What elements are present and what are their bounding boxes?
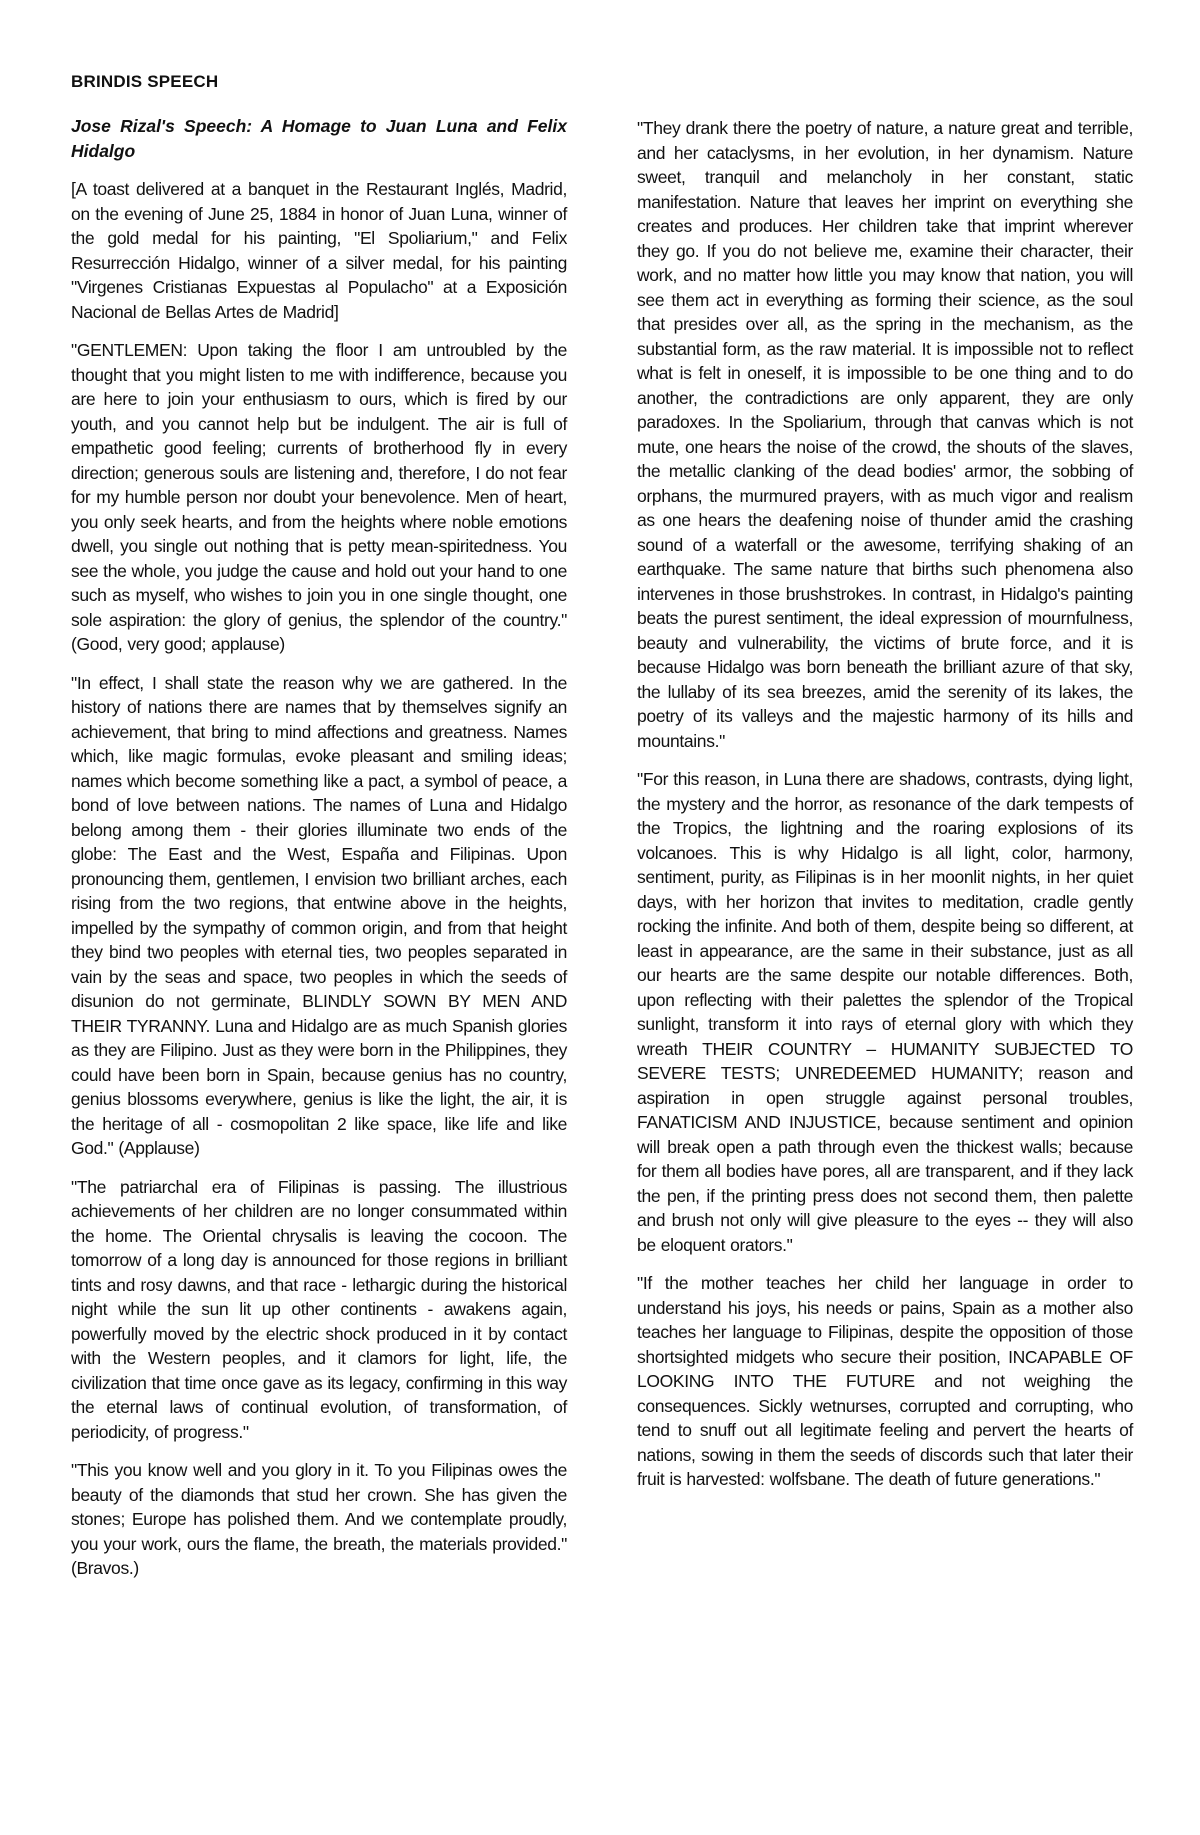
speech-paragraph: "In effect, I shall state the reason why we are gathered. In the history of nations there are names that by themselves signify an achievement, that bring to mind affections and greatness. Names which, like magic formulas, evoke pleasant and smiling ideas; names which become something like a pact, a symbol of peace, a bond of love between nations. The names of Luna and Hidalgo belong among them - their glories illuminate two ends of the globe: The East and the West, España and Filipinas. Upon pronouncing them, gentlemen, I envision two brilliant arches, each rising from the two regions, that entwine above in the heights, impelled by the sympathy of common origin, and from that height they bind two peoples with eternal ties, two peoples separated in vain by the seas and space, two peoples in which the seeds of disunion do not germinate, BLINDLY SOWN BY MEN AND THEIR TYRANNY. Luna and Hidalgo are as much Spanish glories as they are Filipino. Just as they were born in the Philippines, they could have been born in Spain, because genius has no country, genius blossoms everywhere, genius is like the light, the air, it is the heritage of all - cosmopolitan 2 like space, like life and like God." (Applause) [71,672,567,1158]
speech-paragraph: "They drank there the poetry of nature, a nature great and terrible, and her cataclysms, in her evolution, in her dynamism. Nature sweet, tranquil and melancholy in her constant, static manifestation. Nature that leaves her imprint on everything she creates and produces. Her children take that imprint wherever they go. If you do not believe me, examine their character, their work, and no matter how little you may know that nation, you will see them act in everything as forming their science, as the soul that presides over all, as the spring in the mechanism, as the substantial form, as the raw material. It is impossible not to reflect what is felt in oneself, it is impossible to be one thing and to do another, the contradictions are only apparent, they are only paradoxes. In the Spoliarium, through that canvas which is not mute, one hears the noise of the crowd, the shouts of the slaves, the metallic clanking of the dead bodies' armor, the sobbing of orphans, the murmured prayers, with as much vigor and realism as one hears the deafening noise of thunder amid the crashing sound of a waterfall or the awesome, terrifying shaking of an earthquake. The same nature that births such phenomena also intervenes in those brushstrokes. In contrast, in Hidalgo's painting beats the purest sentiment, the ideal expression of mournfulness, beauty and vulnerability, the victims of brute force, and it is because Hidalgo was born beneath the brilliant azure of that sky, the lullaby of its sea breezes, amid the serenity of its lakes, the poetry of its valleys and the majestic harmony of its hills and mountains." [637,118,1133,751]
left-column [71,72,567,1595]
speech-paragraph: "The patriarchal era of Filipinas is passing. The illustrious achievements of her children are no longer consummated within the home. The Oriental chrysalis is leaving the cocoon. The tomorrow of a long day is announced for those regions in brilliant tints and rosy dawns, and that race - lethargic during the historical night while the sun lit up other continents - awakens again, powerfully moved by the electric shock produced in it by contact with the Western peoples, and it clamors for light, life, the civilization that time once gave as its legacy, confirming in this way the eternal laws of continual evolution, of transformation, of periodicity, of progress." [71,1176,567,1442]
document-subtitle: Jose Rizal's Speech: A Homage to Juan Luna and Felix Hidalgo [71,116,567,161]
intro-paragraph: [A toast delivered at a banquet in the Restaurant Inglés, Madrid, on the evening of June 25, 1884 in honor of Juan Luna, winner of the gold medal for his painting, "El Spoliarium," and Felix Resurrección Hidalgo, winner of a silver medal, for his painting "Virgenes Cristianas Expuestas al Populacho" at a Exposición Nacional de Bellas Artes de Madrid] [71,179,567,322]
right-column [637,116,1133,1506]
speech-paragraph: "This you know well and you glory in it. To you Filipinas owes the beauty of the diamonds that stud her crown. She has given the stones; Europe has polished them. And we contemplate proudly, you your work, ours the flame, the breath, the materials provided." (Bravos.) [71,1460,567,1578]
speech-paragraph: "GENTLEMEN: Upon taking the floor I am untroubled by the thought that you might listen to me with indifference, because you are here to join your enthusiasm to ours, which is fired by our youth, and you cannot help but be indulgent. The air is full of empathetic good feeling; currents of brotherhood fly in every direction; generous souls are listening and, therefore, I do not fear for my humble person nor doubt your benevolence. Men of heart, you only seek hearts, and from the heights where noble emotions dwell, you single out nothing that is petty mean-spiritedness. You see the whole, you judge the cause and hold out your hand to one such as myself, who wishes to join you in one single thought, one sole aspiration: the glory of genius, the splendor of the country." (Good, very good; applause) [71,340,567,654]
speech-paragraph: "For this reason, in Luna there are shadows, contrasts, dying light, the mystery and the horror, as resonance of the dark tempests of the Tropics, the lightning and the roaring explosions of its volcanoes. This is why Hidalgo is all light, color, harmony, sentiment, purity, as Filipinas is in her moonlit nights, in her quiet days, with her horizon that invites to meditation, cradle gently rocking the infinite. And both of them, despite being so different, at least in appearance, are the same in their substance, just as all our hearts are the same despite our notable differences. Both, upon reflecting with their palettes the splendor of the Tropical sunlight, transform it into rays of eternal glory with which they wreath THEIR COUNTRY – HUMANITY SUBJECTED TO SEVERE TESTS; UNREDEEMED HUMANITY; reason and aspiration in open struggle against personal troubles, FANATICISM AND INJUSTICE, because sentiment and opinion will break open a path through even the thickest walls; because for them all bodies have pores, all are transparent, and if they lack the pen, if the printing press does not second them, then palette and brush not only will give pleasure to the eyes -- they will also be eloquent orators." [637,769,1133,1255]
document-heading: BRINDIS SPEECH [71,72,219,91]
speech-paragraph: "If the mother teaches her child her language in order to understand his joys, his needs or pains, Spain as a mother also teaches her language to Filipinas, despite the opposition of those shortsighted midgets who secure their position, INCAPABLE OF LOOKING INTO THE FUTURE and not weighing the consequences. Sickly wetnurses, corrupted and corrupting, who tend to snuff out all legitimate feeling and pervert the hearts of nations, sowing in them the seeds of discords such that later their fruit is harvested: wolfsbane. The death of future generations." [637,1273,1133,1489]
